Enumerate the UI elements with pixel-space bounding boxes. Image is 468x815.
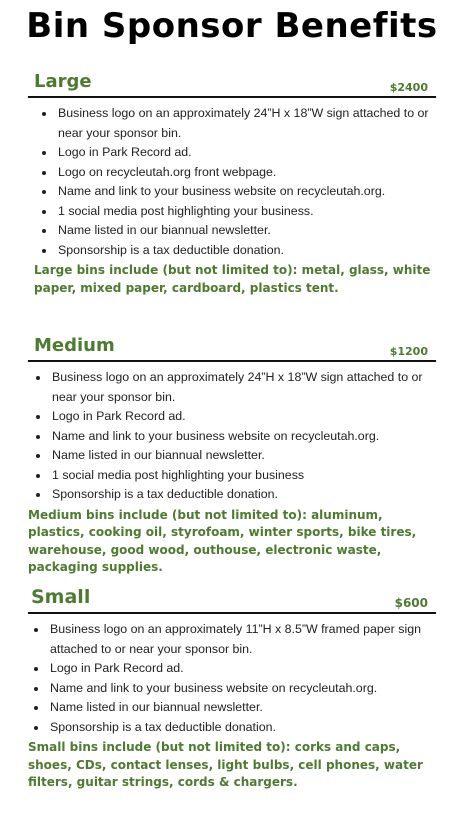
benefit-item: • Logo in Park Record ad. bbox=[50, 407, 436, 427]
benefit-item: • Name and link to your business website on recycleutah.org. bbox=[50, 427, 436, 447]
section-medium bbox=[28, 332, 436, 577]
benefit-item: • Name listed in our biannual newsletter. bbox=[48, 698, 436, 718]
section-name: Large bbox=[34, 71, 92, 92]
benefit-item: • Logo on recycleutah.org front webpage. bbox=[56, 163, 436, 183]
page-title: Bin Sponsor Benefits bbox=[26, 6, 438, 46]
section-header bbox=[28, 584, 436, 612]
benefit-item: • Logo in Park Record ad. bbox=[56, 143, 436, 163]
section-divider bbox=[28, 96, 436, 98]
section-header bbox=[28, 332, 436, 360]
benefit-item: • Logo in Park Record ad. bbox=[48, 659, 436, 679]
section-name: Small bbox=[31, 586, 91, 608]
section-price: $1200 bbox=[389, 345, 428, 358]
benefit-item: • Sponsorship is a tax deductible donation. bbox=[48, 718, 436, 738]
section-header bbox=[28, 68, 436, 96]
benefits-list bbox=[28, 368, 436, 505]
section-name: Medium bbox=[34, 335, 115, 356]
benefit-item: • Name and link to your business website on recycleutah.org. bbox=[56, 182, 436, 202]
section-divider bbox=[28, 360, 436, 362]
benefit-item: • Business logo on an approximately 24”H x 18”W sign attached to or near your sponsor bin. bbox=[50, 368, 436, 407]
bin-contents-note: Medium bins include (but not limited to): aluminum, plastics, cooking oil, styrofoam, winter sports, bike tires, warehouse, good wood, outhouse, electronic waste, packaging supplies. bbox=[28, 507, 417, 574]
section-price: $2400 bbox=[389, 81, 428, 94]
benefit-item: • Name listed in our biannual newsletter. bbox=[50, 446, 436, 466]
benefit-item: • 1 social media post highlighting your business bbox=[50, 466, 436, 486]
benefit-item: • Sponsorship is a tax deductible donation. bbox=[50, 485, 436, 505]
benefit-item: • 1 social media post highlighting your business. bbox=[56, 202, 436, 222]
benefit-item: • Name and link to your business website on recycleutah.org. bbox=[48, 679, 436, 699]
benefit-item: • Sponsorship is a tax deductible donation. bbox=[56, 241, 436, 261]
section-divider bbox=[28, 612, 436, 614]
bin-contents-note: Large bins include (but not limited to): metal, glass, white paper, mixed paper, cardboard, plastics tent. bbox=[34, 263, 431, 295]
benefits-list bbox=[28, 620, 436, 737]
bin-contents-note: Small bins include (but not limited to): corks and caps, shoes, CDs, contact lenses, light bulbs, cell phones, water filters, guitar strings, cords & chargers. bbox=[28, 740, 423, 789]
benefit-item: • Business logo on an approximately 11”H x 8.5”W framed paper sign attached to or near your sponsor bin. bbox=[48, 620, 436, 659]
benefits-list bbox=[28, 104, 436, 260]
benefit-item: • Name listed in our biannual newsletter. bbox=[56, 221, 436, 241]
section-small bbox=[28, 584, 436, 792]
benefit-item: • Business logo on an approximately 24”H x 18”W sign attached to or near your sponsor bin. bbox=[56, 104, 436, 143]
section-price: $600 bbox=[394, 596, 428, 610]
section-large bbox=[28, 68, 436, 297]
